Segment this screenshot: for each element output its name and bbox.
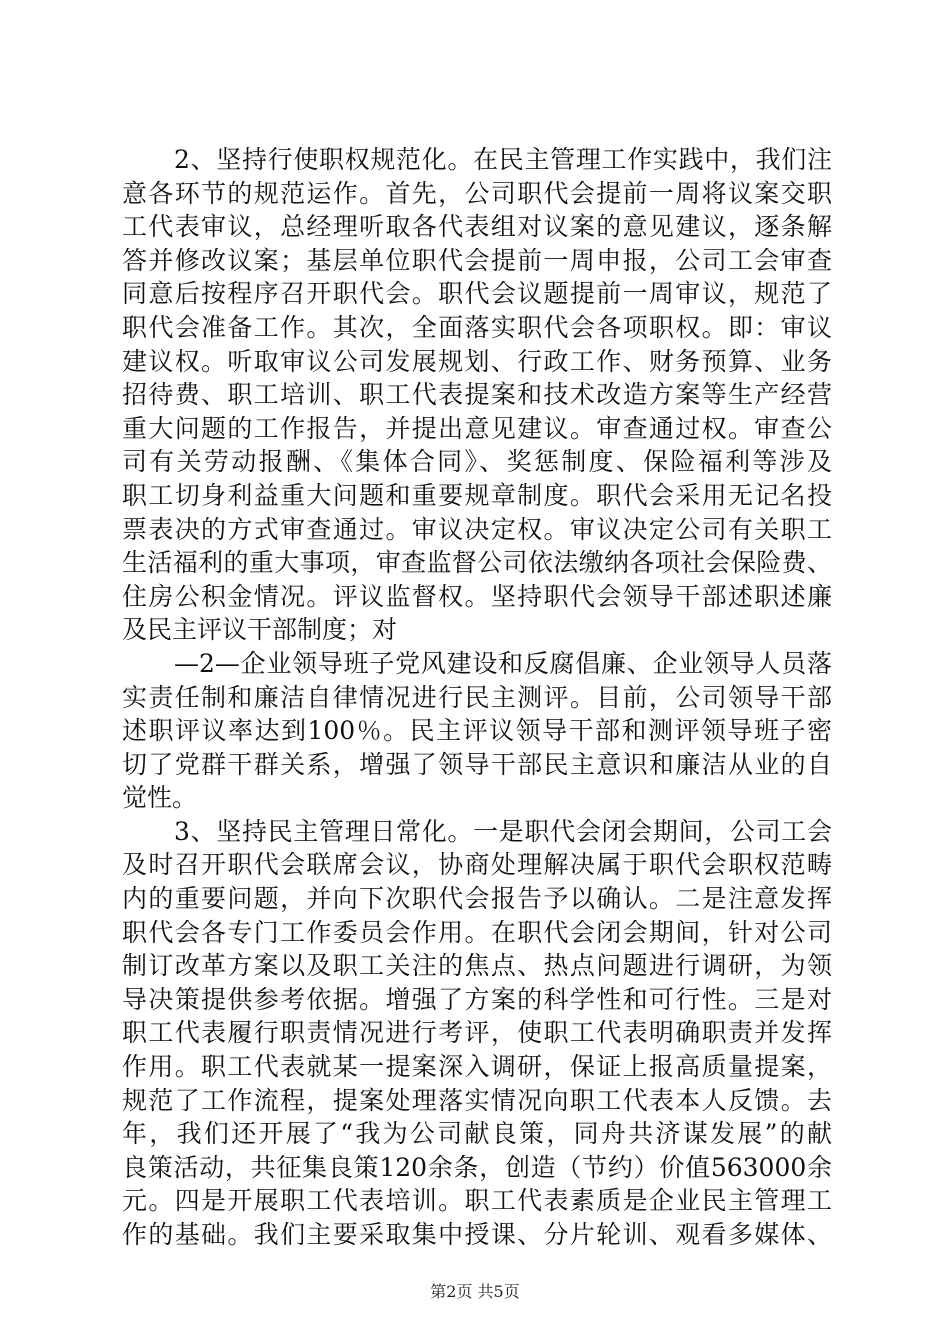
paragraph-line: 制订改革方案以及职工关注的焦点、热点问题进行调研，为领 xyxy=(122,951,832,981)
paragraph-line: 重大问题的工作报告，并提出意见建议。审查通过权。审查公 xyxy=(122,413,832,443)
paragraph-line: 职代会各专门工作委员会作用。在职代会闭会期间，针对公司 xyxy=(122,917,832,947)
paragraph-line: 作用。职工代表就某一提案深入调研，保证上报高质量提案， xyxy=(122,1052,832,1082)
document-body xyxy=(122,143,832,1252)
paragraph-line: 实责任制和廉洁自律情况进行民主测评。目前，公司领导干部 xyxy=(122,682,832,712)
paragraph-line: 答并修改议案；基层单位职代会提前一周申报，公司工会审查 xyxy=(122,245,832,275)
paragraph-line: 觉性。 xyxy=(122,783,198,813)
paragraph-line: 工代表审议，总经理听取各代表组对议案的意见建议，逐条解 xyxy=(122,212,832,242)
paragraph-line: —2—企业领导班子党风建设和反腐倡廉、企业领导人员落 xyxy=(174,648,832,678)
paragraph-line: 职代会准备工作。其次，全面落实职代会各项职权。即：审议 xyxy=(122,312,832,342)
paragraph-line: 元。四是开展职工代表培训。职工代表素质是企业民主管理工 xyxy=(122,1186,832,1216)
paragraph-line: 年，我们还开展了“我为公司献良策，同舟共济谋发展”的献 xyxy=(122,1119,832,1149)
paragraph-line: 意各环节的规范运作。首先，公司职代会提前一周将议案交职 xyxy=(122,178,832,208)
paragraph-line: 2、坚持行使职权规范化。在民主管理工作实践中，我们注 xyxy=(174,145,832,174)
paragraph-line: 述职评议率达到100％。民主评议领导干部和测评领导班子密 xyxy=(122,716,832,746)
paragraph-line: 职工切身利益重大问题和重要规章制度。职代会采用无记名投 xyxy=(122,480,832,510)
paragraph-line: 同意后按程序召开职代会。职代会议题提前一周审议，规范了 xyxy=(122,279,832,309)
page-number-footer: 第2页 共5页 xyxy=(430,1282,520,1301)
paragraph-line: 司有关劳动报酬、《集体合同》、奖惩制度、保险福利等涉及 xyxy=(122,447,832,477)
paragraph-line: 住房公积金情况。评议监督权。坚持职代会领导干部述职述廉 xyxy=(122,581,832,611)
paragraph-line: 规范了工作流程，提案处理落实情况向职工代表本人反馈。去 xyxy=(122,1085,832,1115)
paragraph-line: 生活福利的重大事项，审查监督公司依法缴纳各项社会保险费、 xyxy=(122,548,832,578)
paragraph-line: 招待费、职工培训、职工代表提案和技术改造方案等生产经营 xyxy=(122,380,832,410)
paragraph-line: 切了党群干群关系，增强了领导干部民主意识和廉洁从业的自 xyxy=(122,749,832,779)
paragraph-line: 及时召开职代会联席会议，协商处理解决属于职代会职权范畴 xyxy=(122,850,832,880)
paragraph-line: 票表决的方式审查通过。审议决定权。审议决定公司有关职工 xyxy=(122,514,832,544)
paragraph-line: 良策活动，共征集良策120余条，创造（节约）价值563000余 xyxy=(122,1152,832,1182)
paragraph-line: 作的基础。我们主要采取集中授课、分片轮训、观看多媒体、 xyxy=(122,1220,832,1249)
paragraph-line: 及民主评议干部制度；对 xyxy=(122,615,398,645)
paragraph-line: 建议权。听取审议公司发展规划、行政工作、财务预算、业务 xyxy=(122,346,832,376)
paragraph-line: 职工代表履行职责情况进行考评，使职工代表明确职责并发挥 xyxy=(122,1018,832,1048)
paragraph-line: 内的重要问题，并向下次职代会报告予以确认。二是注意发挥 xyxy=(122,884,832,914)
paragraph-line: 3、坚持民主管理日常化。一是职代会闭会期间，公司工会 xyxy=(174,816,832,846)
paragraph-line: 导决策提供参考依据。增强了方案的科学性和可行性。三是对 xyxy=(122,984,832,1014)
